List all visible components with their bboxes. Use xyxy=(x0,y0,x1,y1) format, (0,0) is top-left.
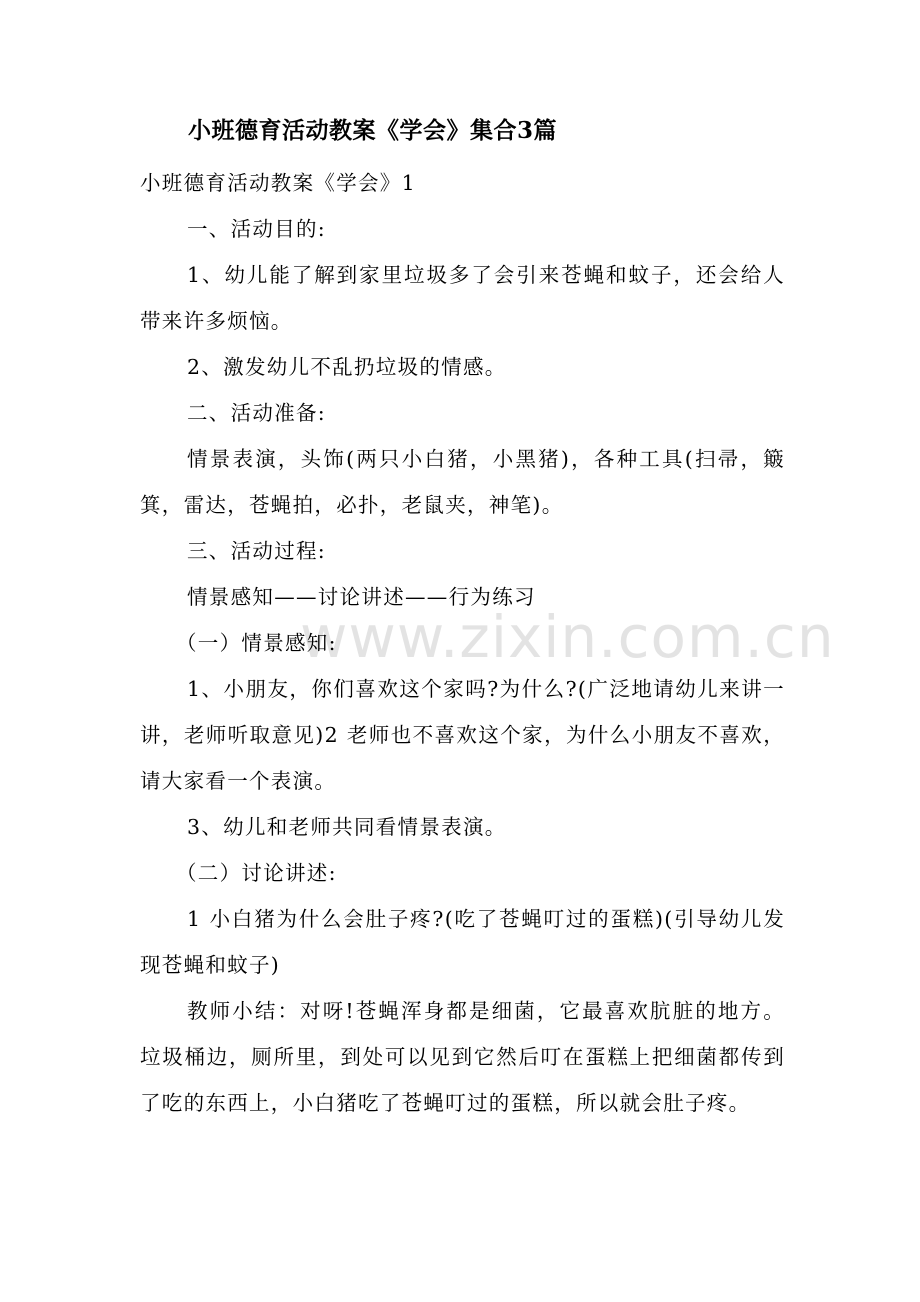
paragraph-process-flow: 情景感知——讨论讲述——行为练习 xyxy=(187,585,536,609)
paragraph-teacher-summary: 教师小结：对呀!苍蝇浑身都是细菌，它最喜欢肮脏的地方。垃圾桶边，厕所里，到处可以见到它然后叮在蛋糕上把细菌都传到了吃的东西上，小白猪吃了苍蝇叮过的蛋糕，所以就会肚子疼。 xyxy=(140,999,785,1115)
paragraph-preparation: 情景表演，头饰(两只小白猪，小黑猪)，各种工具(扫帚，簸箕，雷达，苍蝇拍，必扑，老鼠夹，神笔)。 xyxy=(140,447,785,517)
heading-objectives: 一、活动目的: xyxy=(187,217,327,241)
paragraph-discussion-1: 1 小白猪为什么会肚子疼?(吃了苍蝇叮过的蛋糕)(引导幼儿发现苍蝇和蚊子) xyxy=(140,907,785,977)
document-title: 小班德育活动教案《学会》集合3篇 xyxy=(188,117,558,144)
paragraph-objective-1: 1、幼儿能了解到家里垃圾多了会引来苍蝇和蚊子，还会给人带来许多烦恼。 xyxy=(140,263,785,333)
paragraph-perception-3: 3、幼儿和老师共同看情景表演。 xyxy=(187,815,507,839)
heading-process: 三、活动过程: xyxy=(187,539,327,563)
subheading-discussion: （二）讨论讲述: xyxy=(176,861,337,885)
heading-preparation: 二、活动准备: xyxy=(187,401,327,425)
subheading-perception: （一）情景感知: xyxy=(176,631,337,655)
paragraph-perception-1: 1、小朋友，你们喜欢这个家吗?为什么?(广泛地请幼儿来讲一讲，老师听取意见)2 老师也不喜欢这个家，为什么小朋友不喜欢，请大家看一个表演。 xyxy=(140,677,785,793)
paragraph-objective-2: 2、激发幼儿不乱扔垃圾的情感。 xyxy=(187,355,507,379)
section-heading: 小班德育活动教案《学会》1 xyxy=(140,171,416,195)
watermark: www.zixin.com.cn xyxy=(300,603,835,671)
